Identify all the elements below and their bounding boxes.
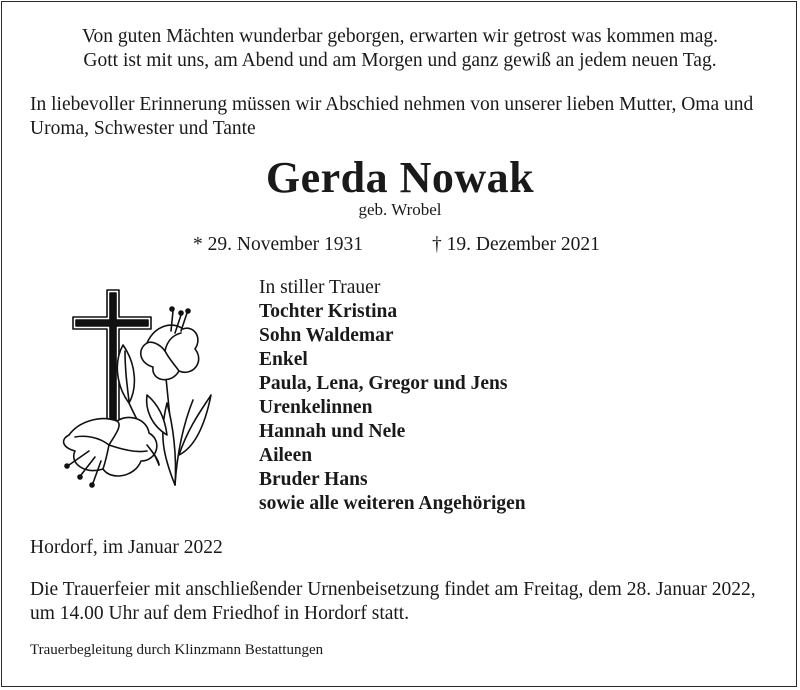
ceremony-line-1: Die Trauerfeier mit anschließender Urnenbeisetzung findet am Freitag, dem 28. Januar 2022, xyxy=(30,579,756,600)
mourner-line: Paula, Lena, Gregor und Jens xyxy=(259,373,508,394)
funeral-home-credit: Trauerbegleitung durch Klinzmann Bestattungen xyxy=(30,642,324,658)
death-date: † 19. Dezember 2021 xyxy=(432,234,600,255)
mourner-line: Urenkelinnen xyxy=(259,397,373,418)
verse-line-2: Gott ist mit uns, am Abend und am Morgen und ganz gewiß an jedem neuen Tag. xyxy=(83,50,717,71)
deceased-name: Gerda Nowak xyxy=(265,153,535,202)
ceremony-line-2: um 14.00 Uhr auf dem Friedhof in Hordorf statt. xyxy=(30,603,410,624)
mourner-line: Enkel xyxy=(259,349,308,370)
birth-date: * 29. November 1931 xyxy=(193,234,364,255)
intro-line-1: In liebevoller Erinnerung müssen wir Abschied nehmen von unserer lieben Mutter, Oma und xyxy=(30,94,754,115)
mourner-line: sowie alle weiteren Angehörigen xyxy=(259,493,526,514)
mourner-line: Sohn Waldemar xyxy=(259,325,394,346)
mourner-line: Aileen xyxy=(259,445,313,466)
intro-line-2: Uroma, Schwester und Tante xyxy=(30,118,256,139)
mourner-line: Tochter Kristina xyxy=(259,301,398,322)
mourner-line: Bruder Hans xyxy=(259,469,368,490)
maiden-name: geb. Wrobel xyxy=(358,200,442,219)
mourner-line: Hannah und Nele xyxy=(259,421,406,442)
place-date: Hordorf, im Januar 2022 xyxy=(30,537,223,558)
mourners-heading: In stiller Trauer xyxy=(259,277,381,298)
verse-line-1: Von guten Mächten wunderbar geborgen, erwarten wir getrost was kommen mag. xyxy=(81,26,719,47)
cross-with-lilies-icon xyxy=(55,285,215,495)
